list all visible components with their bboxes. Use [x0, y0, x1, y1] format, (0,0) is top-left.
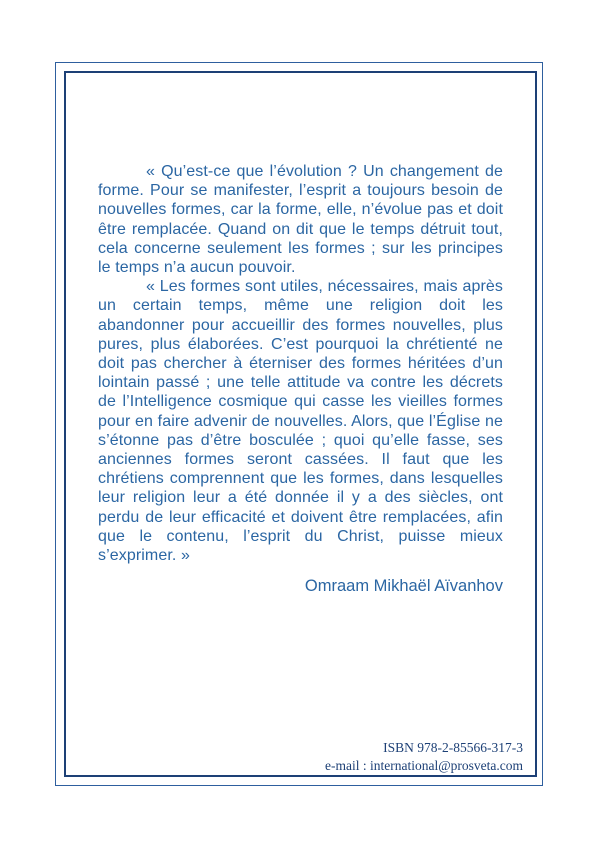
author-name: Omraam Mikhaël Aïvanhov	[304, 577, 503, 595]
quote-paragraph-1: « Qu’est-ce que l’évolution ? Un changement de forme. Pour se manifester, l’esprit a toujours besoin de nouvelles formes, car la forme, elle, n’évolue pas et doit être remplacée. Quand on dit que le temps détruit tout, cela concerne seulement les formes ; sur les principes le temps n’a aucun pouvoir.	[98, 163, 503, 277]
email-address: e-mail : international@prosveta.com	[325, 757, 523, 773]
quote-paragraph-2: « Les formes sont utiles, nécessaires, mais après un certain temps, même une religion doit les abandonner pour accueillir des formes nouvelles, plus pures, plus élaborées. C’est pourquoi la chrétienté ne doit pas chercher à éterniser des formes héritées d’un lointain passé ; une telle attitude va contre les décrets de l’Intelligence cosmique qui casse les vieilles formes pour en faire advenir de nouvelles. Alors, que l’Église ne s’étonne pas d’être bosculée ; quoi qu’elle fasse, ses anciennes formes seront cassées. Il faut que les chrétiens comprennent que les formes, dans lesquelles leur religion leur a été donnée il y a des siècles, ont perdu de leur efficacité et doivent être remplacées, afin que le contenu, l’esprit du Christ, puisse mieux s’exprimer. »	[98, 278, 503, 565]
colophon	[325, 739, 523, 774]
isbn-number: ISBN 978-2-85566-317-3	[383, 740, 523, 755]
quote-block	[98, 162, 503, 565]
